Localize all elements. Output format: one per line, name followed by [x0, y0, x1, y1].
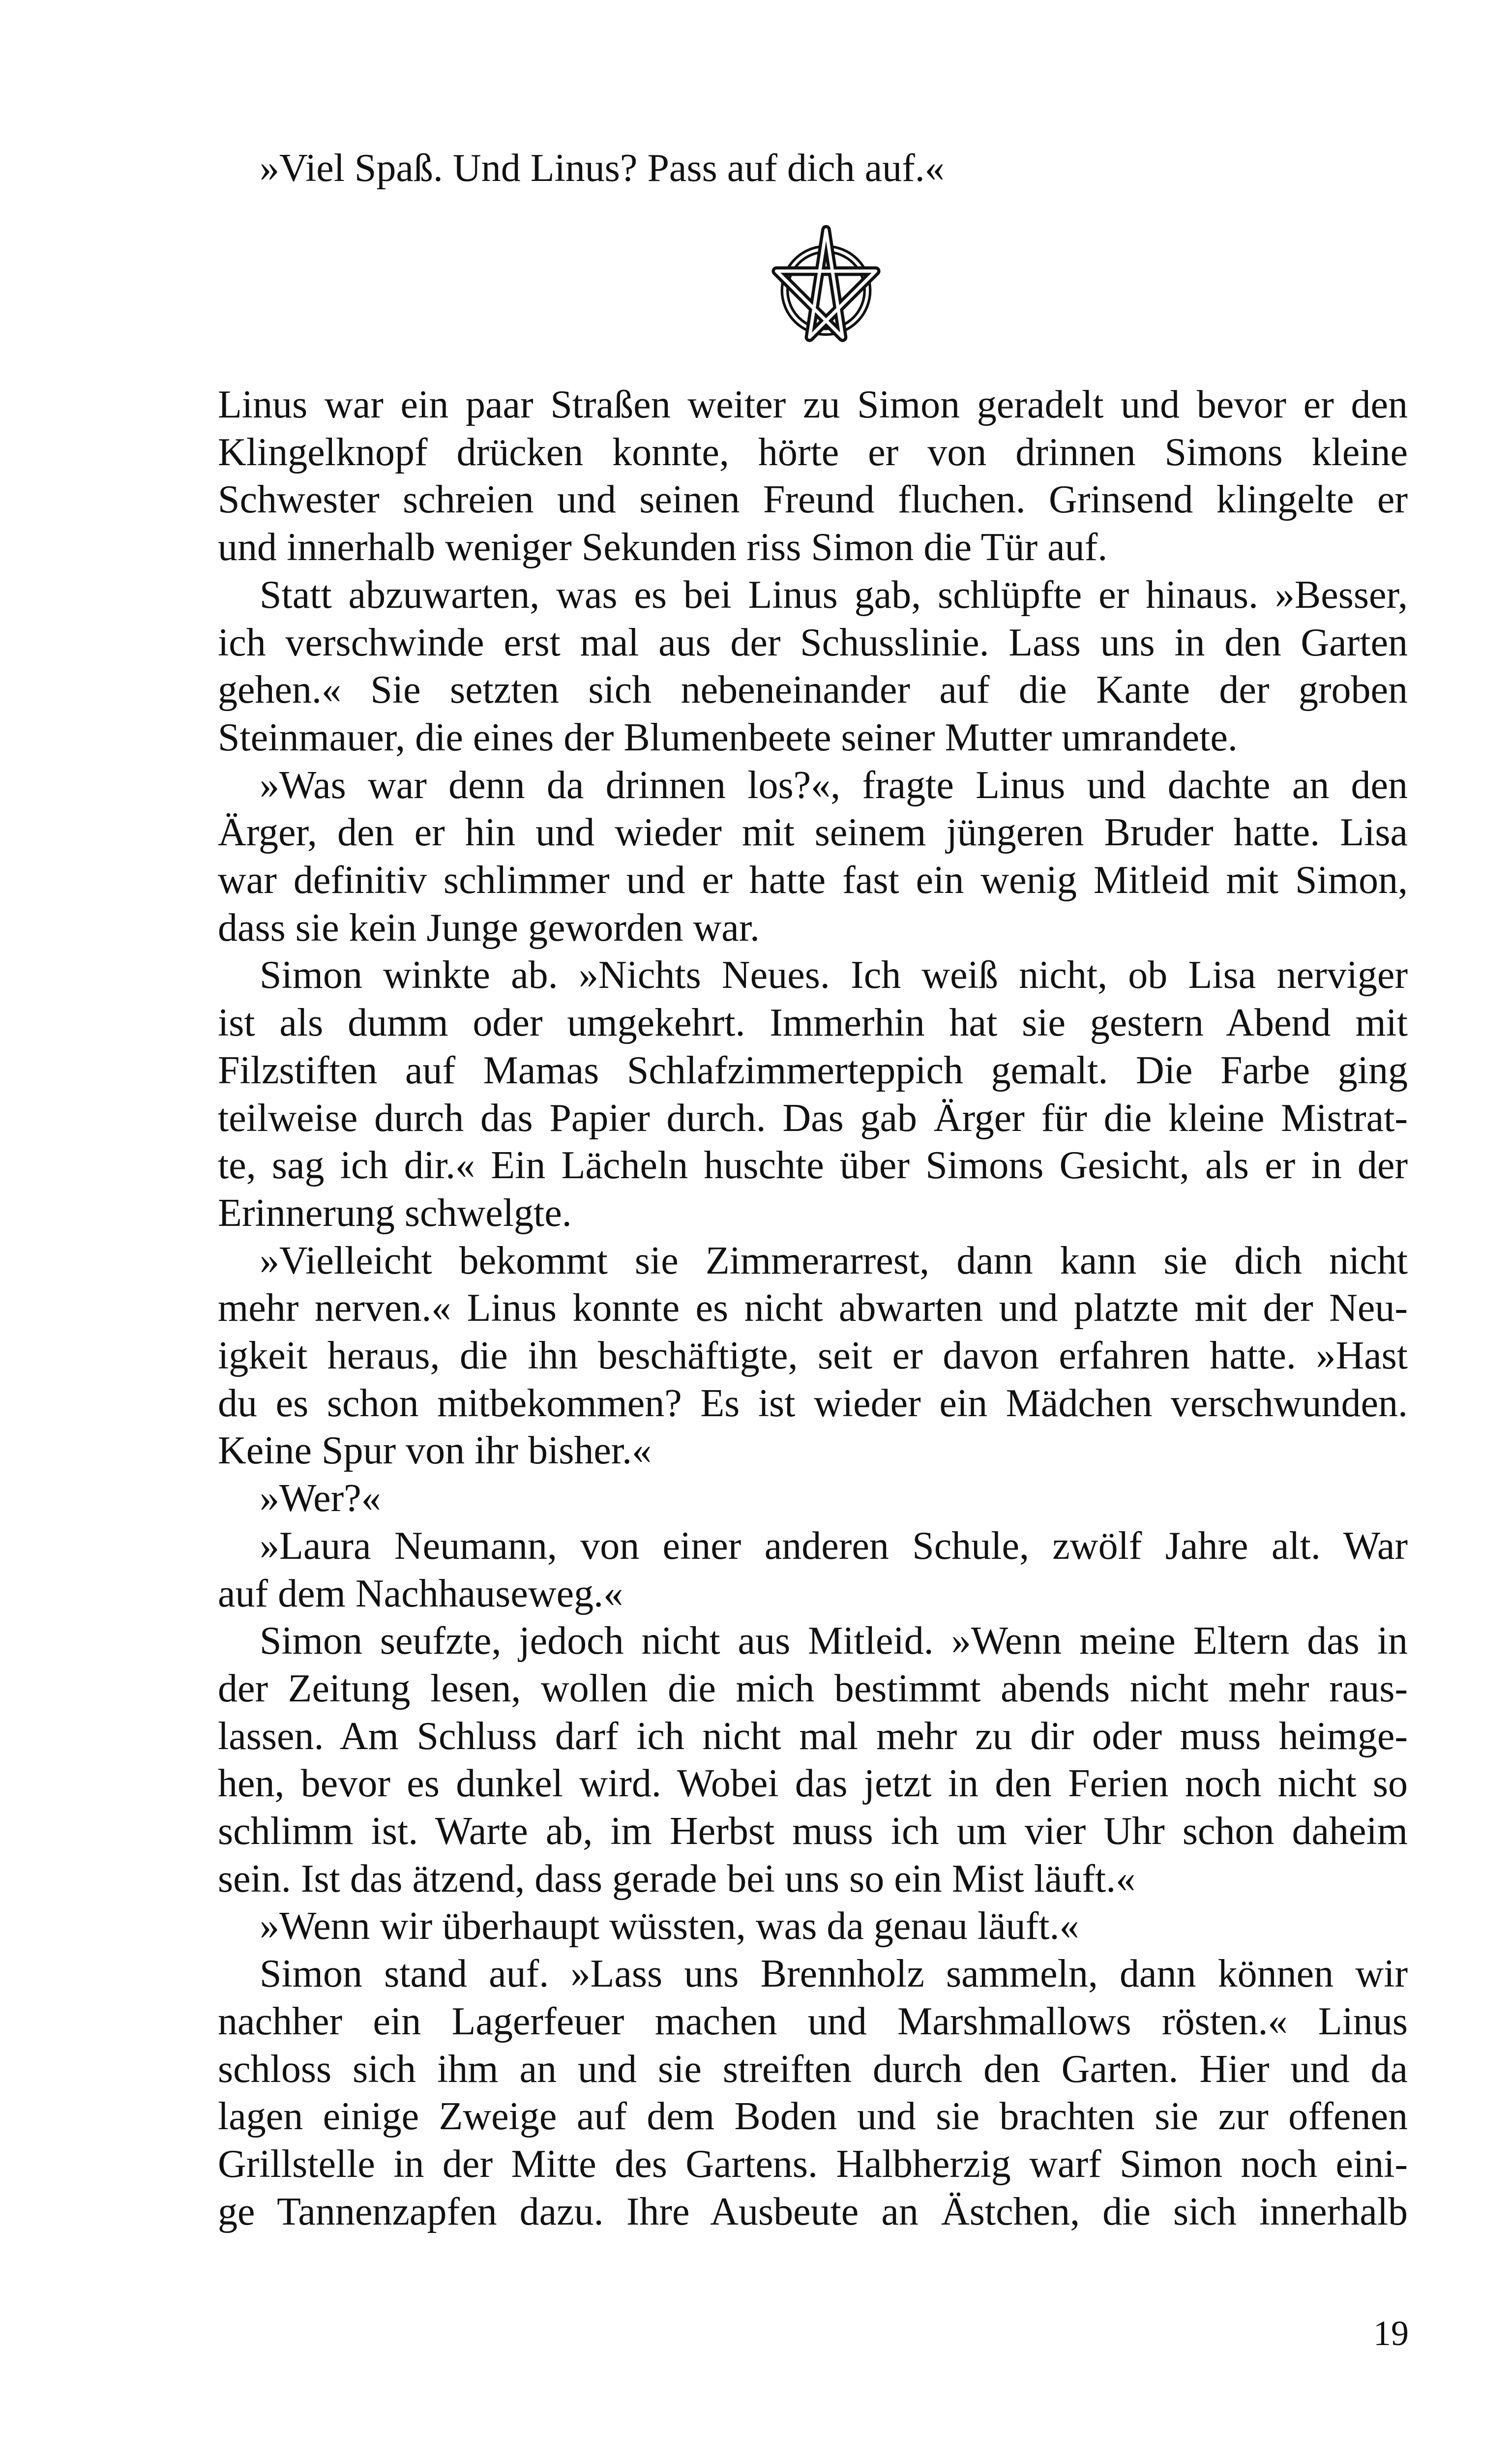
- text-line: ich verschwinde erst mal aus der Schusslinie. Lass uns in den Garten: [218, 621, 1408, 664]
- text-line: Simon seufzte, jedoch nicht aus Mitleid. »Wenn meine Eltern das in: [260, 1619, 1408, 1663]
- text-line: »Laura Neumann, von einer anderen Schule, zwölf Jahre alt. War: [260, 1524, 1408, 1568]
- text-line: »Vielleicht bekommt sie Zimmerarrest, dann kann sie dich nicht: [260, 1239, 1408, 1282]
- text-line: du es schon mitbekommen? Es ist wieder ein Mädchen verschwunden.: [218, 1382, 1408, 1425]
- text-line: der Zeitung lesen, wollen die mich bestimmt abends nicht mehr raus-: [218, 1667, 1408, 1710]
- text-line: Grillstelle in der Mitte des Gartens. Halbherzig warf Simon noch eini-: [218, 2142, 1408, 2186]
- text-line: war definitiv schlimmer und er hatte fast ein wenig Mitleid mit Simon,: [218, 859, 1408, 902]
- text-line: schloss sich ihm an und sie streiften durch den Garten. Hier und da: [218, 2048, 1408, 2091]
- text-line: Statt abzuwarten, was es bei Linus gab, schlüpfte er hinaus. »Besser,: [260, 573, 1408, 617]
- text-line: und innerhalb weniger Sekunden riss Simon die Tür auf.: [218, 526, 1108, 569]
- text-line: »Was war denn da drinnen los?«, fragte Linus und dachte an den: [260, 764, 1408, 807]
- text-line: Steinmauer, die eines der Blumenbeete seiner Mutter umrandete.: [218, 716, 1238, 759]
- text-line: »Wer?«: [260, 1477, 381, 1520]
- text-line: ist als dumm oder umgekehrt. Immerhin hat sie gestern Abend mit: [218, 1001, 1408, 1044]
- text-line: Keine Spur von ihr bisher.«: [218, 1429, 652, 1472]
- text-line: ge Tannenzapfen dazu. Ihre Ausbeute an Ästchen, die sich innerhalb: [218, 2190, 1408, 2233]
- text-line: teilweise durch das Papier durch. Das gab Ärger für die kleine Mistrat-: [218, 1097, 1408, 1140]
- text-line: Simon stand auf. »Lass uns Brennholz sammeln, dann können wir: [260, 1952, 1408, 1995]
- pentagram-icon: [757, 219, 895, 357]
- text-line: Filzstiften auf Mamas Schlafzimmerteppich gemalt. Die Farbe ging: [218, 1049, 1408, 1092]
- text-line: »Wenn wir überhaupt wüssten, was da genau läuft.«: [260, 1904, 1079, 1948]
- text-line: hen, bevor es dunkel wird. Wobei das jetzt in den Ferien noch nicht so: [218, 1762, 1408, 1805]
- text-line: Linus war ein paar Straßen weiter zu Simon geradelt und bevor er den: [218, 383, 1408, 426]
- text-line: lagen einige Zweige auf dem Boden und sie brachten sie zur offenen: [218, 2095, 1408, 2138]
- text-line: Ärger, den er hin und wieder mit seinem jüngeren Bruder hatte. Lisa: [218, 811, 1408, 854]
- text-line: Erinnerung schwelgte.: [218, 1191, 572, 1235]
- text-line: gehen.« Sie setzten sich nebeneinander auf die Kante der groben: [218, 668, 1408, 712]
- text-line: te, sag ich dir.« Ein Lächeln huschte über Simons Gesicht, als er in der: [218, 1144, 1408, 1187]
- text-line: auf dem Nachhauseweg.«: [218, 1572, 623, 1615]
- opening-line: »Viel Spaß. Und Linus? Pass auf dich auf.«: [260, 147, 945, 190]
- text-line: schlimm ist. Warte ab, im Herbst muss ich um vier Uhr schon daheim: [218, 1810, 1408, 1853]
- text-line: igkeit heraus, die ihn beschäftigte, seit er davon erfahren hatte. »Hast: [218, 1334, 1408, 1377]
- text-line: mehr nerven.« Linus konnte es nicht abwarten und platzte mit der Neu-: [218, 1286, 1408, 1330]
- text-line: dass sie kein Junge geworden war.: [218, 906, 760, 950]
- text-line: lassen. Am Schluss darf ich nicht mal mehr zu dir oder muss heimge-: [218, 1715, 1408, 1758]
- text-line: Schwester schreien und seinen Freund fluchen. Grinsend klingelte er: [218, 478, 1408, 521]
- page-number: 19: [1373, 2314, 1409, 2353]
- text-line: Simon winkte ab. »Nichts Neues. Ich weiß nicht, ob Lisa nerviger: [260, 953, 1408, 997]
- text-line: sein. Ist das ätzend, dass gerade bei uns so ein Mist läuft.«: [218, 1857, 1136, 1901]
- text-line: Klingelknopf drücken konnte, hörte er von drinnen Simons kleine: [218, 431, 1408, 474]
- text-line: nachher ein Lagerfeuer machen und Marshmallows rösten.« Linus: [218, 2000, 1408, 2043]
